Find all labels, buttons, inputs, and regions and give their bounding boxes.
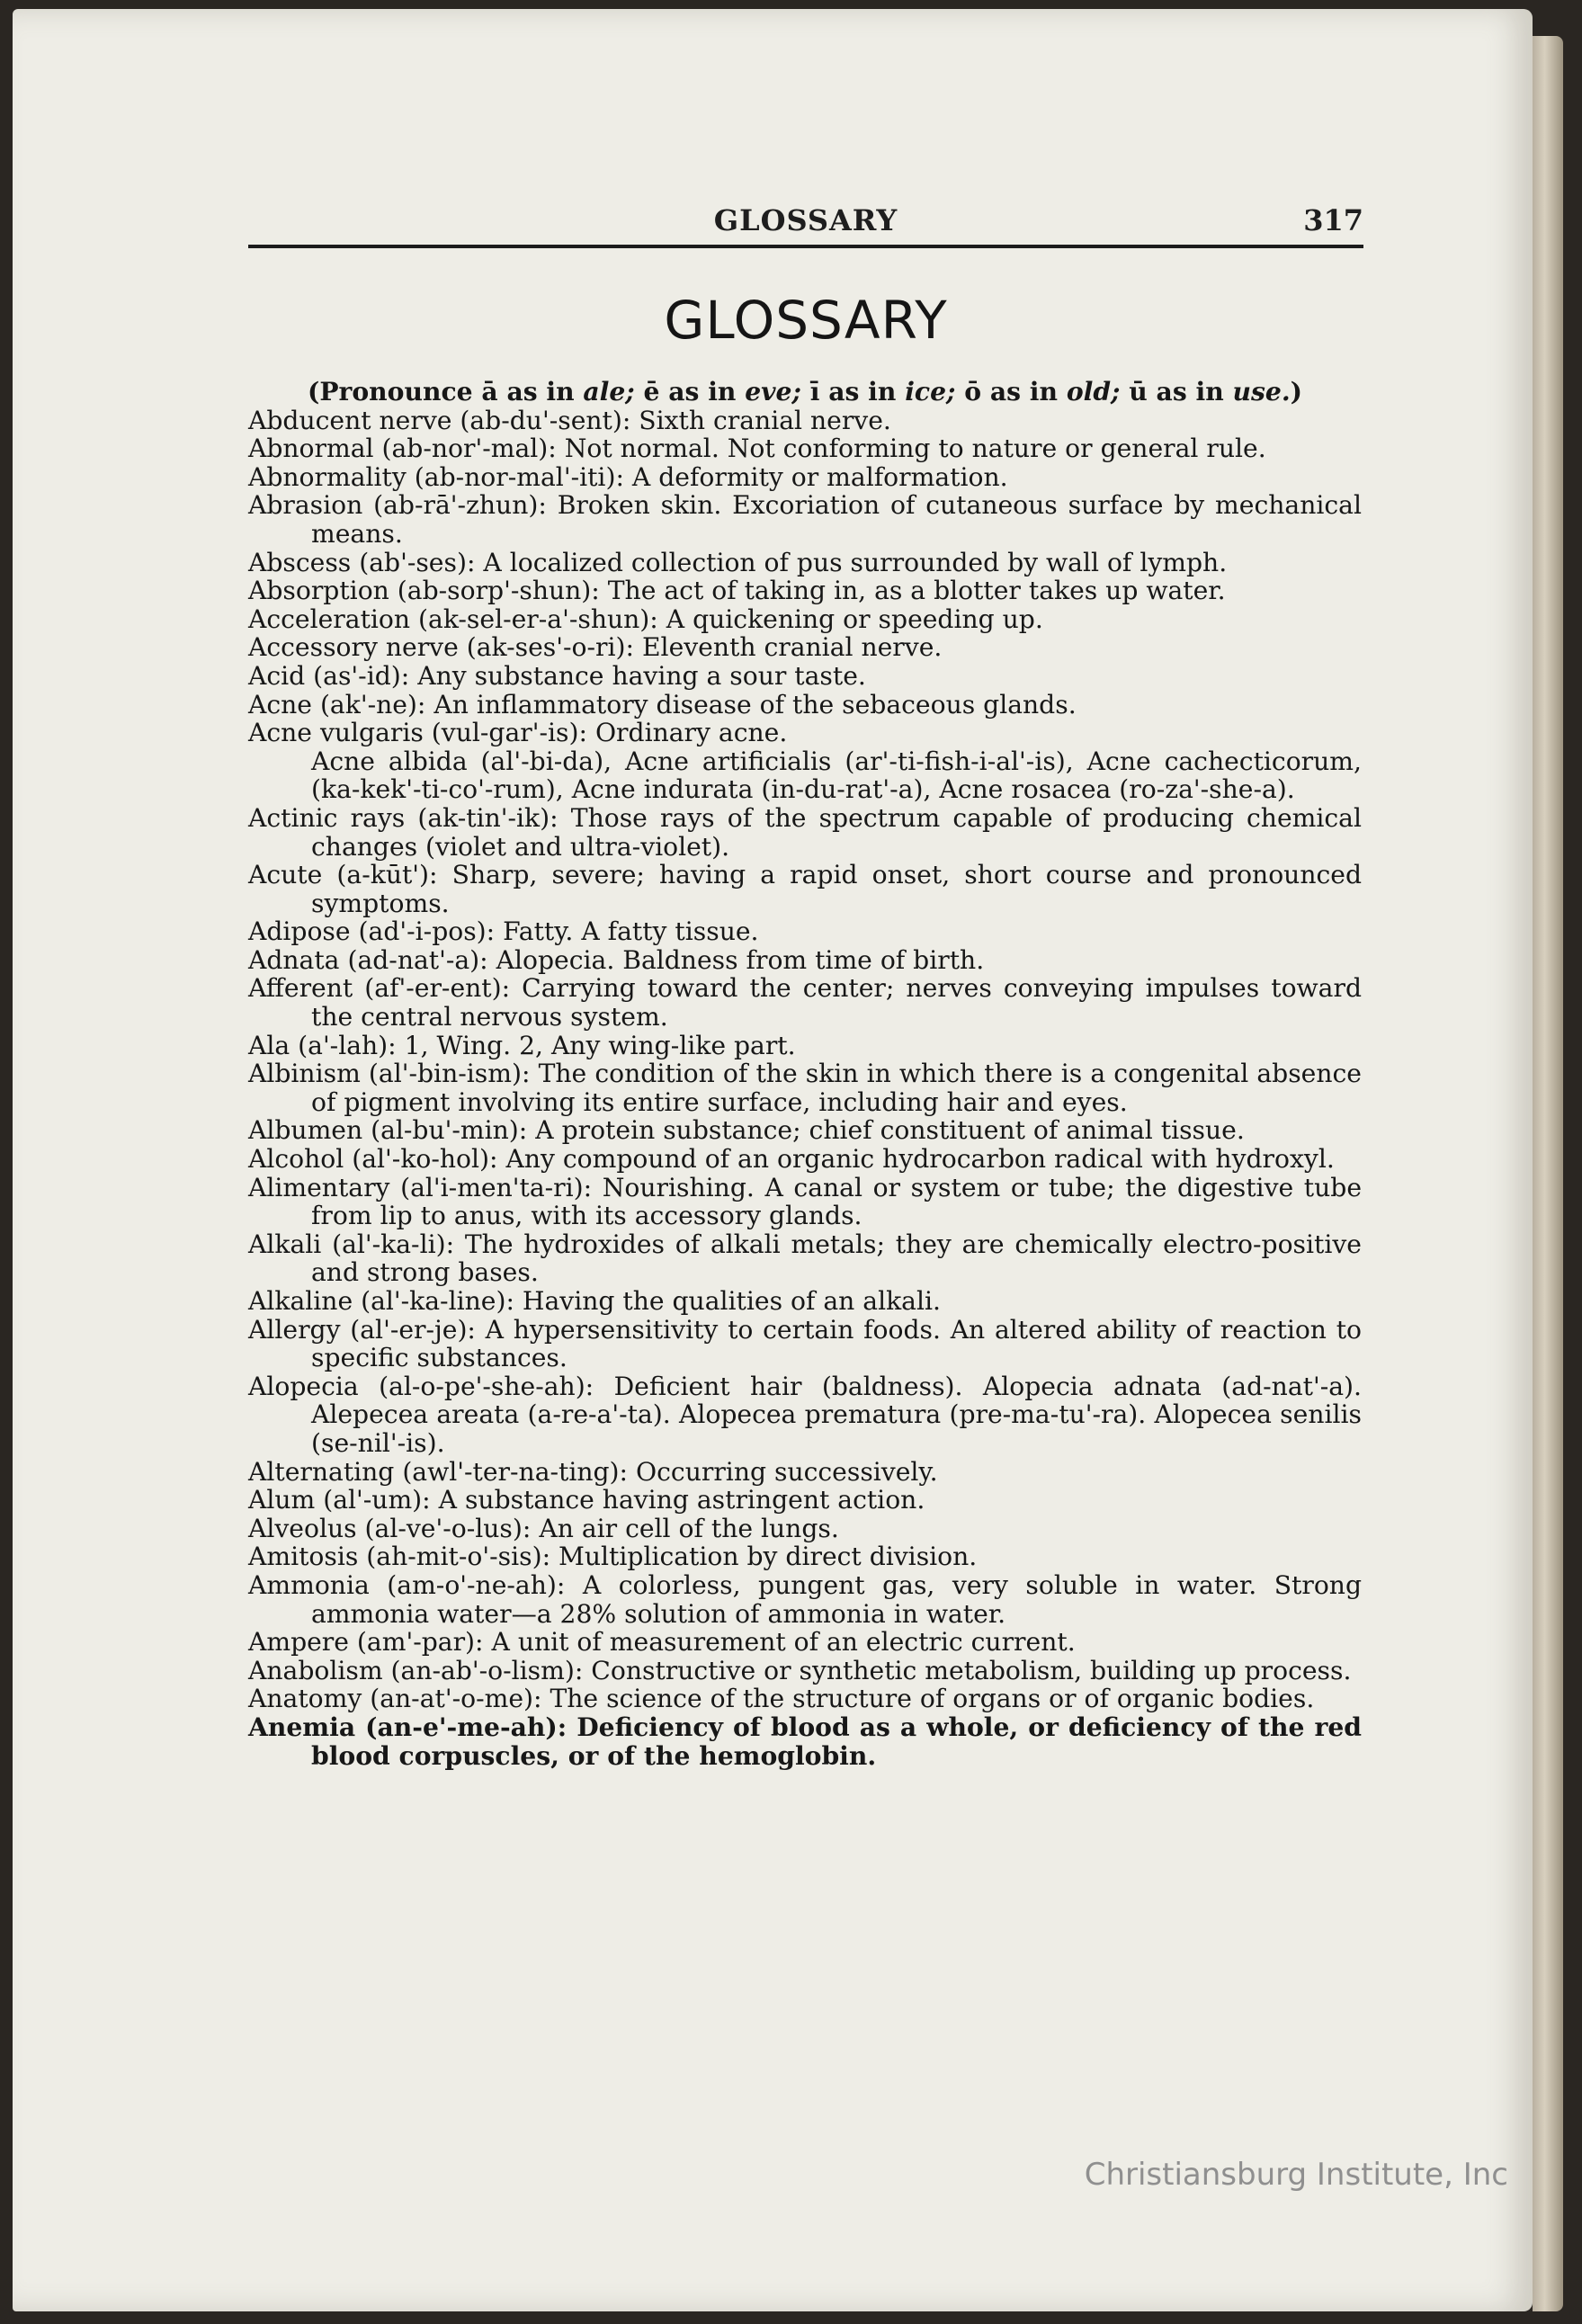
glossary-entry: Ampere (am'-par): A unit of measurement of an electric current. xyxy=(248,1627,1076,1658)
glossary-entry: Actinic rays (ak-tin'-ik): Those rays of the spectrum capable of producing chemical changes (violet and ultra-violet). xyxy=(248,802,1362,862)
glossary-entry: Accessory nerve (ak-ses'-o-ri): Eleventh cranial nerve. xyxy=(248,632,943,663)
glossary-entry: Alcohol (al'-ko-hol): Any compound of an organic hydrocarbon radical with hydroxyl. xyxy=(248,1144,1335,1175)
glossary-entry: Abducent nerve (ab-du'-sent): Sixth cranial nerve. xyxy=(248,405,891,435)
glossary-entry: Alimentary (al'i-men'ta-ri): Nourishing. A canal or system or tube; the digestive tube from lip to anus, with its accessory glands. xyxy=(248,1172,1362,1231)
glossary-entry: Acne (ak'-ne): An inflammatory disease of the sebaceous glands. xyxy=(248,689,1077,720)
glossary-entry: Acute (a-kūt'): Sharp, severe; having a rapid onset, short course and pronounced symptoms. xyxy=(248,860,1362,918)
watermark: Christiansburg Institute, Inc xyxy=(1084,2157,1508,2193)
glossary-entry: Adipose (ad'-i-pos): Fatty. A fatty tissue. xyxy=(248,916,759,947)
pron-word: eve; xyxy=(745,377,801,407)
glossary-entry: Abrasion (ab-rā'-zhun): Broken skin. Excoriation of cutaneous surface by mechanical means. xyxy=(248,490,1362,549)
glossary-entry: Alkali (al'-ka-li): The hydroxides of alkali metals; they are chemically electro-positive and strong bases. xyxy=(248,1229,1362,1288)
glossary-entry: Alternating (awl'-ter-na-ting): Occurring successively. xyxy=(248,1456,938,1487)
pron-word: ice; xyxy=(905,377,956,407)
page-title: GLOSSARY xyxy=(664,290,948,351)
glossary-entry: Amitosis (ah-mit-o'-sis): Multiplication by direct division. xyxy=(248,1542,978,1572)
glossary-entry: Acceleration (ak-sel-er-a'-shun): A quickening or speeding up. xyxy=(248,603,1043,634)
page-header xyxy=(248,198,1363,248)
glossary-entry: Ala (a'-lah): 1, Wing. 2, Any wing-like part. xyxy=(248,1030,796,1060)
pron-text: ē as in xyxy=(634,377,746,407)
glossary-entry: Alveolus (al-ve'-o-lus): An air cell of the lungs. xyxy=(248,1513,839,1543)
glossary-entry: Adnata (ad-nat'-a): Alopecia. Baldness from time of birth. xyxy=(248,944,985,975)
pron-text: ō as in xyxy=(955,377,1067,407)
glossary-entry: Albinism (al'-bin-ism): The condition of the skin in which there is a congenital absence of pigment involving its entire surface, including hair and eyes. xyxy=(248,1059,1362,1117)
glossary-entry: Alum (al'-um): A substance having astringent action. xyxy=(248,1485,925,1515)
glossary-entry: Albumen (al-bu'-min): A protein substance; chief constituent of animal tissue. xyxy=(248,1115,1245,1146)
glossary-entry: Alopecia (al-o-pe'-she-ah): Deficient hair (baldness). Alopecia adnata (ad-nat'-a). Alepecea areata (a-re-a'-ta). Alopecea prematura (pre-ma-tu'-ra). Alopecea senilis (se-nil'-is). xyxy=(248,1371,1362,1458)
glossary-entry: Ammonia (am-o'-ne-ah): A colorless, pungent gas, very soluble in water. Strong ammonia water—a 28% solution of ammonia in water. xyxy=(248,1569,1362,1629)
running-head: GLOSSARY xyxy=(713,203,898,237)
pron-text: (Pronounce ā as in xyxy=(307,377,584,407)
pron-word: old; xyxy=(1066,377,1121,407)
pron-text: ) xyxy=(1290,377,1302,407)
glossary-entry: Abnormal (ab-nor'-mal): Not normal. Not conforming to nature or general rule. xyxy=(248,434,1266,464)
glossary-entry: Allergy (al'-er-je): A hypersensitivity to certain foods. An altered ability of reaction to specific substances. xyxy=(248,1314,1362,1373)
pron-word: use. xyxy=(1232,377,1291,407)
page-number: 317 xyxy=(1303,203,1363,237)
pronunciation-key xyxy=(248,378,1362,407)
glossary-entry: Anabolism (an-ab'-o-lism): Constructive or synthetic metabolism, building up process. xyxy=(248,1655,1352,1685)
glossary-entry: Anemia (an-e'-me-ah): Deficiency of blood as a whole, or deficiency of the red blood corpuscles, or of the hemoglobin. xyxy=(248,1712,1362,1771)
glossary-entry: Absorption (ab-sorp'-shun): The act of taking in, as a blotter takes up water. xyxy=(248,576,1226,606)
glossary-entry: Afferent (af'-er-ent): Carrying toward the center; nerves conveying impulses toward the central nervous system. xyxy=(248,973,1362,1032)
glossary-entry: Abnormality (ab-nor-mal'-iti): A deformity or malformation. xyxy=(248,461,1008,492)
glossary-entry: Anatomy (an-at'-o-me): The science of the structure of organs or of organic bodies. xyxy=(248,1684,1315,1714)
pron-text: ī as in xyxy=(800,377,906,407)
glossary-subentry: Acne albida (al'-bi-da), Acne artificialis (ar'-ti-fish-i-al'-is), Acne cachecticorum, (ka-kek'-ti-co'-rum), Acne indurata (in-du-rat'-a), Acne rosacea (ro-za'-she-a). xyxy=(311,746,1362,805)
glossary-entry: Acne vulgaris (vul-gar'-is): Ordinary acne. xyxy=(248,718,788,748)
pron-word: ale; xyxy=(583,377,635,407)
pron-text: ū as in xyxy=(1120,377,1233,407)
glossary-body xyxy=(248,378,1362,1770)
page-edge xyxy=(1533,36,1563,2311)
glossary-entry: Abscess (ab'-ses): A localized collection of pus surrounded by wall of lymph. xyxy=(248,547,1228,577)
glossary-entry: Acid (as'-id): Any substance having a sour taste. xyxy=(248,660,866,691)
glossary-entry: Alkaline (al'-ka-line): Having the qualities of an alkali. xyxy=(248,1286,941,1316)
